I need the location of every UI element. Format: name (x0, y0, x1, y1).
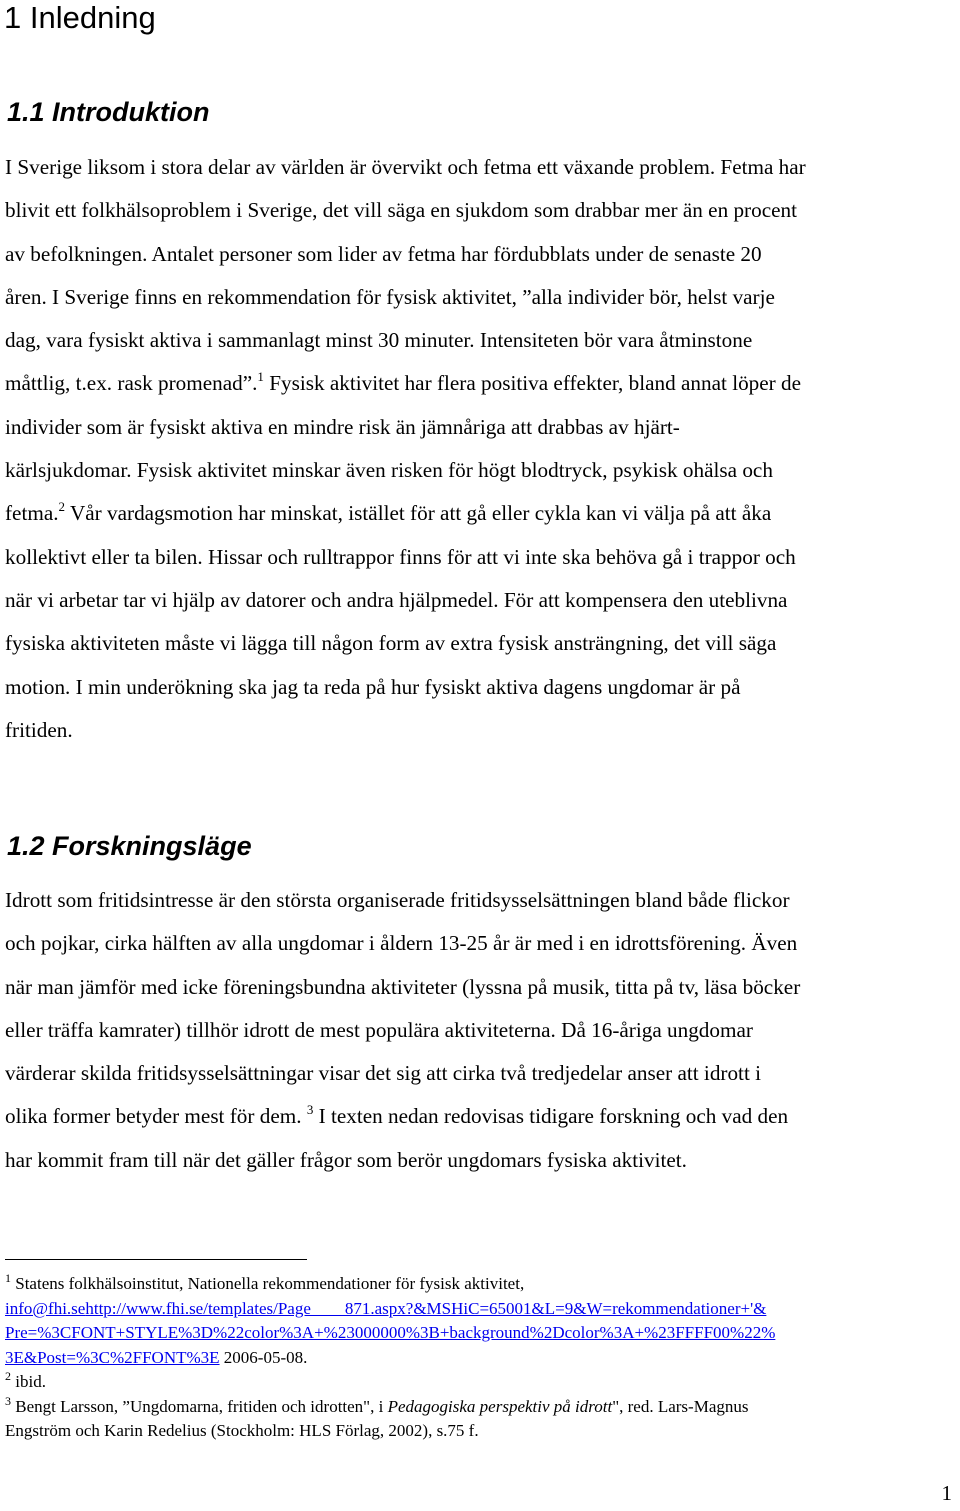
paragraph-line (5, 492, 960, 535)
section-heading-introduktion: 1.1 Introduktion (7, 97, 210, 127)
paragraph-line: när man jämför med icke föreningsbundna aktiviteter (lyssna på musik, titta på tv, läsa böcker (5, 974, 801, 999)
paragraph-line (5, 1095, 960, 1138)
paragraph-line: kärlsjukdomar. Fysisk aktivitet minskar även risken för högt blodtryck, psykisk ohälsa och (5, 458, 773, 483)
footnote-1-links (5, 1321, 960, 1346)
footnote-separator (5, 1259, 307, 1260)
paragraph-line: individer som är fysiskt aktiva en mindre risk än jämnåriga att drabbas av hjärt- (5, 414, 680, 439)
introduktion-paragraph (5, 146, 960, 752)
paragraph-line: fritiden. (5, 717, 73, 742)
paragraph-line: eller träffa kamrater) tillhör idrott de mest populära aktiviteterna. Då 16-åriga ungdomar (5, 1017, 753, 1042)
footnote-book-title: Pedagogiska perspektiv på idrott (387, 1396, 613, 1416)
footnote-ref-2[interactable]: 2 (58, 499, 66, 515)
paragraph-line: fysiska aktiviteten måste vi lägga till någon form av extra fysisk ansträngning, det vill säga (5, 631, 777, 656)
paragraph-line: kollektivt eller ta bilen. Hissar och rulltrappor finns för att vi inte ska behöva gå i trappor och (5, 544, 796, 569)
footnote-text: ", red. Lars-Magnus (612, 1396, 749, 1416)
footnotes (5, 1272, 960, 1444)
footnote-ref-1[interactable]: 1 (257, 369, 264, 385)
footnote-ref-3[interactable]: 3 (306, 1102, 314, 1118)
paragraph-line: I Sverige liksom i stora delar av världen är övervikt och fetma ett växande problem. Fetma har (5, 155, 806, 179)
footnote-text: Bengt Larsson, ”Ungdomarna, fritiden och idrotten", i (15, 1396, 388, 1416)
footnote-3-continued: Engström och Karin Redelius (Stockholm: HLS Förlag, 2002), s.75 f. (5, 1421, 479, 1440)
footnote-text: Statens folkhälsoinstitut, Nationella rekommendationer för fysisk aktivitet, (15, 1274, 525, 1293)
paragraph-line: av befolkningen. Antalet personer som lider av fetma har fördubblats under de senaste 20 (5, 241, 762, 266)
line-segment: Vår vardagsmotion har minskat, istället för att gå eller cykla kan vi välja på att åka (69, 501, 772, 526)
footnote-number: 1 (5, 1271, 11, 1285)
paragraph-line: blivit ett folkhälsoproblem i Sverige, det vill säga en sjukdom som drabbar mer än en procent (5, 198, 797, 223)
footnote-3 (5, 1395, 960, 1420)
paragraph-line: motion. I min underökning ska jag ta reda på hur fysiskt aktiva dagens ungdomar är på (5, 674, 741, 699)
paragraph-line: åren. I Sverige finns en rekommendation för fysisk aktivitet, ”alla individer bör, helst varje (5, 284, 775, 309)
section-heading-forskningslage: 1.2 Forskningsläge (7, 831, 252, 861)
paragraph-line: när vi arbetar tar vi hjälp av datorer och andra hjälpmedel. För att kompensera den uteblivna (5, 587, 788, 612)
line-segment: fetma. (5, 501, 59, 526)
page-number: 1 (941, 1481, 952, 1505)
footnote-date: 2006-05-08. (219, 1347, 308, 1367)
footnote-text: ibid. (15, 1372, 46, 1391)
footnote-number: 3 (5, 1393, 11, 1408)
footnote-1-links (5, 1346, 960, 1371)
line-segment: olika former betyder mest för dem. (5, 1104, 302, 1129)
email-link[interactable]: info@fhi.se (5, 1298, 86, 1318)
line-segment: Fysisk aktivitet har flera positiva effekter, bland annat löper de (269, 371, 802, 396)
footnote-2 (5, 1370, 960, 1395)
paragraph-line: värderar skilda fritidsysselsättningar visar det sig att cirka två tredjedelar anser att idrott i (5, 1061, 762, 1086)
url-link[interactable]: http://www.fhi.se/templates/Page____871.aspx?&MSHiC=65001&L=9&W=rekommendationer+'& (85, 1298, 767, 1318)
footnote-1-links (5, 1297, 960, 1322)
paragraph-line: har kommit fram till när det gäller frågor som berör ungdomars fysiska aktivitet. (5, 1147, 687, 1172)
footnote-1 (5, 1272, 960, 1297)
paragraph-line (5, 362, 960, 405)
line-segment: I texten nedan redovisas tidigare forskning och vad den (318, 1104, 789, 1129)
chapter-heading: 1 Inledning (4, 0, 156, 35)
footnote-number: 2 (5, 1369, 11, 1383)
paragraph-line: dag, vara fysiskt aktiva i sammanlagt minst 30 minuter. Intensiteten bör vara åtminstone (5, 328, 753, 353)
forskningslage-paragraph (5, 879, 960, 1182)
paragraph-line: och pojkar, cirka hälften av alla ungdomar i åldern 13-25 år är med i en idrottsförening. Även (5, 931, 798, 956)
line-segment: måttlig, t.ex. rask promenad”. (5, 371, 258, 396)
url-link-continued[interactable]: Pre=%3CFONT+STYLE%3D%22color%3A+%23000000%3B+background%2Dcolor%3A+%23FFFF00%22% (5, 1323, 776, 1342)
url-link-continued[interactable]: 3E&Post=%3C%2FFONT%3E (5, 1347, 220, 1367)
paragraph-line: Idrott som fritidsintresse är den största organiserade fritidsysselsättningen bland både flickor (5, 888, 790, 912)
